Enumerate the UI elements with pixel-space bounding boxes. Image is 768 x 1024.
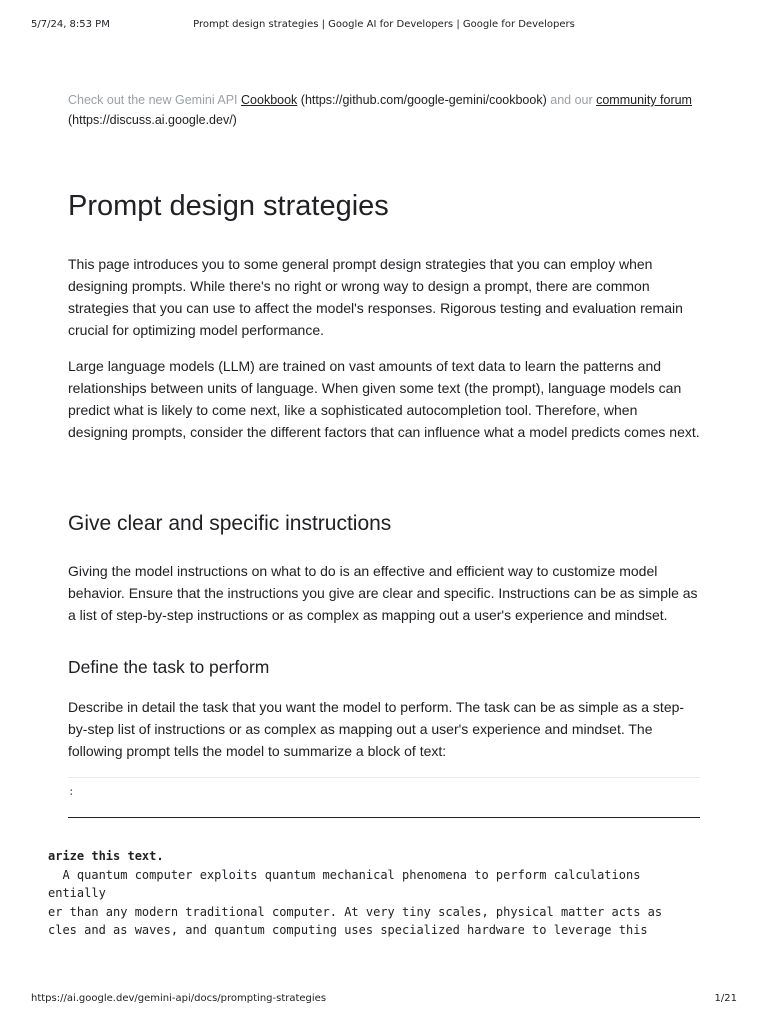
code-tab-label: : <box>68 785 75 798</box>
code-line-4: er than any modern traditional computer. At very tiny scales, physical matter acts as <box>48 904 663 919</box>
print-title: Prompt design strategies | Google AI for Developers | Google for Developers <box>193 19 575 30</box>
community-forum-link[interactable]: community forum <box>596 93 692 107</box>
cookbook-url: (https://github.com/google-gemini/cookbook) <box>297 93 547 107</box>
subsection-heading: Define the task to perform <box>68 657 270 677</box>
code-line-3: entially <box>48 886 106 900</box>
subsection-paragraph: Describe in detail the task that you want the model to perform. The task can be as simple as a step-by-step list of instructions or as complex as mapping out a user's experience and mindset. The following prompt tells the model to summarize a block of text: <box>68 699 685 759</box>
code-top-divider <box>68 777 700 778</box>
print-footer <box>0 993 768 1007</box>
code-line-1: arize this text. <box>48 849 164 863</box>
code-header-divider <box>68 817 700 818</box>
code-line-5: cles and as waves, and quantum computing uses specialized hardware to leverage this <box>48 923 648 937</box>
section-heading: Give clear and specific instructions <box>68 512 392 535</box>
page-title: Prompt design strategies <box>68 190 389 222</box>
forum-url: (https://discuss.ai.google.dev/) <box>68 113 237 127</box>
intro-paragraph-1: This page introduces you to some general prompt design strategies that you can employ when designing prompts. While there's no right or wrong way to design a prompt, there are common strategies that you can use to affect the model's responses. Rigorous testing and evaluation remain crucial for optimizing model performance. <box>68 256 683 338</box>
announcement-notice <box>68 90 700 130</box>
code-content <box>48 847 748 940</box>
main-content <box>68 90 700 759</box>
print-header <box>0 19 768 33</box>
intro-paragraph-2: Large language models (LLM) are trained on vast amounts of text data to learn the patterns and relationships between units of language. When given some text (the prompt), language models can predict what is likely to come next, like a sophisticated autocompletion tool. Therefore, when designing prompts, consider the different factors that can influence what a model predicts comes next. <box>68 358 700 440</box>
section-paragraph: Giving the model instructions on what to do is an effective and efficient way to customize model behavior. Ensure that the instructions you give are clear and specific. Instructions can be as simple as a list of step-by-step instructions or as complex as mapping out a user's experience and mindset. <box>68 563 698 623</box>
code-line-2: A quantum computer exploits quantum mechanical phenomena to perform calculations <box>48 867 641 882</box>
print-url: https://ai.google.dev/gemini-api/docs/prompting-strategies <box>31 993 327 1004</box>
code-block <box>48 777 700 947</box>
page-number: 1/21 <box>714 993 737 1004</box>
notice-prefix: Check out the new Gemini API <box>68 93 242 107</box>
notice-middle: and our <box>546 93 597 107</box>
cookbook-link[interactable]: Cookbook <box>241 93 298 107</box>
print-date: 5/7/24, 8:53 PM <box>31 19 110 30</box>
